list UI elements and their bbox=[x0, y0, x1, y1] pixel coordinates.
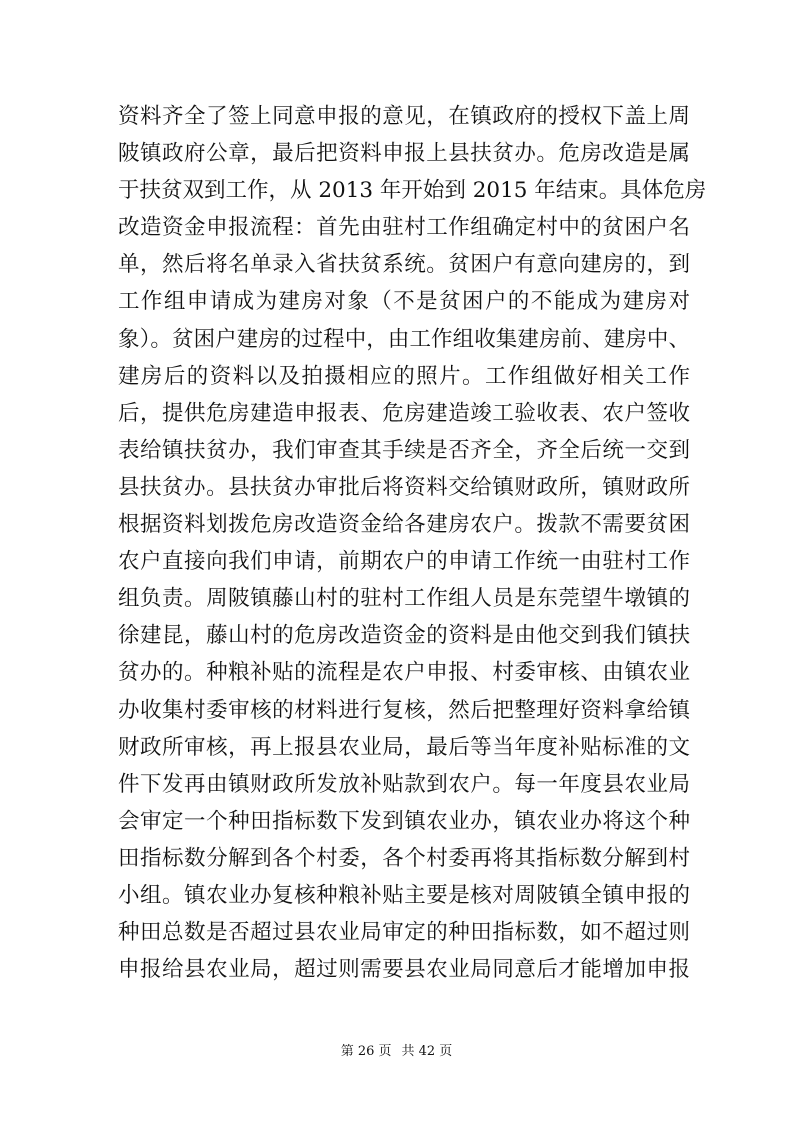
text-line: 财政所审核，再上报县农业局，最后等当年度补贴标准的文 bbox=[118, 734, 690, 760]
text-line: 建房后的资料以及拍摄相应的照片。工作组做好相关工作 bbox=[118, 363, 690, 389]
text-line: 改造资金申报流程：首先由驻村工作组确定村中的贫困户名 bbox=[118, 215, 690, 241]
text-line: 单，然后将名单录入省扶贫系统。贫困户有意向建房的，到 bbox=[118, 252, 690, 278]
text-line: 后，提供危房建造申报表、危房建造竣工验收表、农户签收 bbox=[118, 400, 690, 426]
text-line: 陂镇政府公章，最后把资料申报上县扶贫办。危房改造是属 bbox=[118, 141, 690, 167]
text-line: 田指标数分解到各个村委，各个村委再将其指标数分解到村 bbox=[118, 845, 690, 871]
text-line: 办收集村委审核的材料进行复核，然后把整理好资料拿给镇 bbox=[118, 697, 690, 723]
page-number: 第 26 页 bbox=[340, 1044, 392, 1059]
body-text bbox=[118, 98, 707, 988]
text-line: 县扶贫办。县扶贫办审批后将资料交给镇财政所，镇财政所 bbox=[118, 474, 690, 500]
text-line: 组负责。周陂镇藤山村的驻村工作组人员是东莞望牛墩镇的 bbox=[118, 586, 690, 612]
text-line: 贫办的。种粮补贴的流程是农户申报、村委审核、由镇农业 bbox=[118, 660, 690, 686]
text-line: 象）。贫困户建房的过程中，由工作组收集建房前、建房中、 bbox=[118, 326, 690, 352]
text-line: 种田总数是否超过县农业局审定的种田指标数，如不超过则 bbox=[118, 920, 690, 946]
text-line: 根据资料划拨危房改造资金给各建房农户。拨款不需要贫困 bbox=[118, 512, 690, 538]
text-line: 会审定一个种田指标数下发到镇农业办，镇农业办将这个种 bbox=[118, 808, 690, 834]
text-line: 件下发再由镇财政所发放补贴款到农户。每一年度县农业局 bbox=[118, 771, 690, 797]
page-total: 共 42 页 bbox=[401, 1044, 453, 1059]
text-line: 工作组申请成为建房对象（不是贫困户的不能成为建房对 bbox=[118, 289, 690, 315]
text-line: 徐建昆，藤山村的危房改造资金的资料是由他交到我们镇扶 bbox=[118, 623, 690, 649]
text-line: 于扶贫双到工作，从 2013 年开始到 2015 年结束。具体危房 bbox=[118, 178, 707, 204]
text-line: 小组。镇农业办复核种粮补贴主要是核对周陂镇全镇申报的 bbox=[118, 882, 690, 908]
text-line: 申报给县农业局，超过则需要县农业局同意后才能增加申报 bbox=[118, 957, 690, 983]
text-line: 农户直接向我们申请，前期农户的申请工作统一由驻村工作 bbox=[118, 549, 690, 575]
text-line: 资料齐全了签上同意申报的意见，在镇政府的授权下盖上周 bbox=[118, 104, 690, 129]
page-footer bbox=[0, 1044, 793, 1060]
text-line: 表给镇扶贫办，我们审查其手续是否齐全，齐全后统一交到 bbox=[118, 437, 690, 463]
